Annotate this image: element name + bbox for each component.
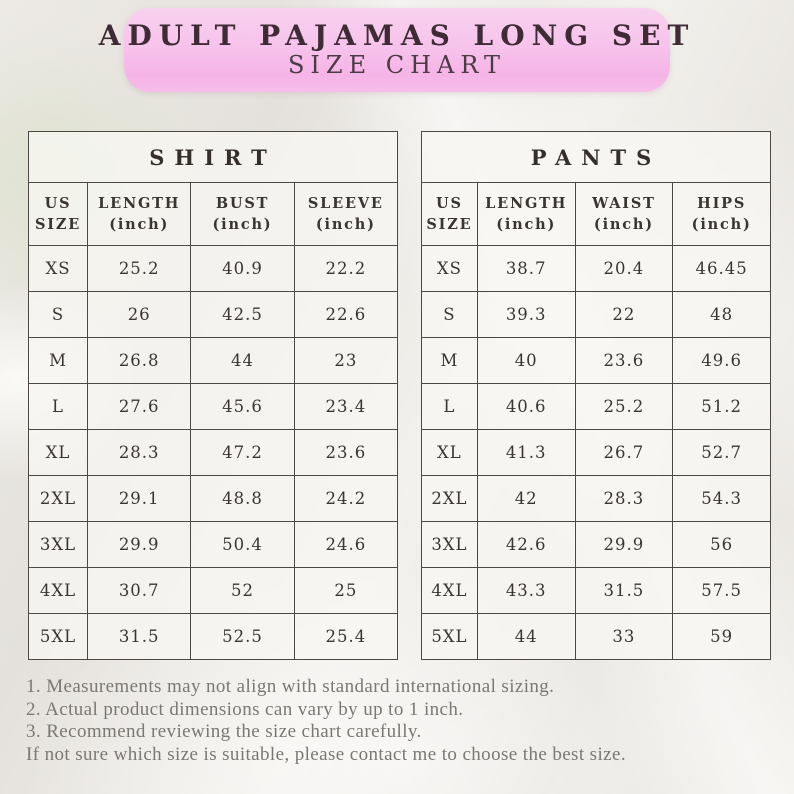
size-cell: 2XL <box>29 476 88 522</box>
value-cell: 40.6 <box>477 384 575 430</box>
value-cell: 59 <box>673 614 771 660</box>
pants-table <box>421 131 771 660</box>
value-cell: 29.1 <box>88 476 191 522</box>
size-cell: L <box>422 384 478 430</box>
value-cell: 33 <box>575 614 673 660</box>
table-row <box>422 246 771 292</box>
value-cell: 31.5 <box>88 614 191 660</box>
size-cell: 5XL <box>422 614 478 660</box>
table-row <box>422 292 771 338</box>
note-line: 3. Recommend reviewing the size chart carefully. <box>26 721 422 742</box>
value-cell: 43.3 <box>477 568 575 614</box>
value-cell: 26 <box>88 292 191 338</box>
size-cell: 4XL <box>422 568 478 614</box>
value-cell: 41.3 <box>477 430 575 476</box>
table-row <box>422 522 771 568</box>
value-cell: 47.2 <box>191 430 294 476</box>
column-header-hips: HIPS (inch) <box>673 183 771 246</box>
note-line: If not sure which size is suitable, please contact me to choose the best size. <box>26 743 626 765</box>
table-row <box>422 430 771 476</box>
size-cell: 4XL <box>29 568 88 614</box>
value-cell: 25 <box>294 568 397 614</box>
table-row <box>29 430 398 476</box>
table-row <box>29 476 398 522</box>
size-cell: XS <box>29 246 88 292</box>
value-cell: 25.2 <box>88 246 191 292</box>
column-header-us-size: US SIZE <box>422 183 478 246</box>
value-cell: 30.7 <box>88 568 191 614</box>
table-row <box>29 292 398 338</box>
value-cell: 31.5 <box>575 568 673 614</box>
column-header-waist: WAIST (inch) <box>575 183 673 246</box>
table-row <box>29 614 398 660</box>
value-cell: 23.6 <box>575 338 673 384</box>
table-row <box>422 338 771 384</box>
value-cell: 42 <box>477 476 575 522</box>
value-cell: 26.8 <box>88 338 191 384</box>
value-cell: 44 <box>477 614 575 660</box>
value-cell: 26.7 <box>575 430 673 476</box>
value-cell: 23 <box>294 338 397 384</box>
value-cell: 25.2 <box>575 384 673 430</box>
value-cell: 45.6 <box>191 384 294 430</box>
value-cell: 39.3 <box>477 292 575 338</box>
value-cell: 52 <box>191 568 294 614</box>
value-cell: 49.6 <box>673 338 771 384</box>
table-row <box>29 246 398 292</box>
column-header-us-size: US SIZE <box>29 183 88 246</box>
pants-header-row <box>422 183 771 246</box>
size-cell: S <box>29 292 88 338</box>
size-tables <box>28 131 771 660</box>
table-row <box>422 476 771 522</box>
value-cell: 42.6 <box>477 522 575 568</box>
value-cell: 20.4 <box>575 246 673 292</box>
value-cell: 52.5 <box>191 614 294 660</box>
value-cell: 29.9 <box>575 522 673 568</box>
table-row <box>422 614 771 660</box>
value-cell: 40.9 <box>191 246 294 292</box>
value-cell: 23.6 <box>294 430 397 476</box>
column-header-length: LENGTH (inch) <box>477 183 575 246</box>
size-cell: 3XL <box>422 522 478 568</box>
size-cell: XL <box>422 430 478 476</box>
value-cell: 24.2 <box>294 476 397 522</box>
value-cell: 28.3 <box>575 476 673 522</box>
column-header-sleeve: SLEEVE (inch) <box>294 183 397 246</box>
title-banner <box>98 8 696 92</box>
value-cell: 38.7 <box>477 246 575 292</box>
page-title: ADULT PAJAMAS LONG SET <box>98 19 696 53</box>
shirt-table-title-cell <box>29 132 398 183</box>
value-cell: 52.7 <box>673 430 771 476</box>
notes <box>26 676 774 766</box>
size-cell: L <box>29 384 88 430</box>
column-header-length: LENGTH (inch) <box>88 183 191 246</box>
value-cell: 44 <box>191 338 294 384</box>
size-cell: M <box>422 338 478 384</box>
value-cell: 23.4 <box>294 384 397 430</box>
shirt-table-title: SHIRT <box>149 144 277 170</box>
note-line: 2. Actual product dimensions can vary by up to 1 inch. <box>26 698 464 720</box>
value-cell: 42.5 <box>191 292 294 338</box>
pants-table-title-cell <box>422 132 771 183</box>
value-cell: 48.8 <box>191 476 294 522</box>
table-row <box>422 384 771 430</box>
value-cell: 22 <box>575 292 673 338</box>
column-header-bust: BUST (inch) <box>191 183 294 246</box>
value-cell: 57.5 <box>673 568 771 614</box>
table-row <box>29 338 398 384</box>
shirt-header-row <box>29 183 398 246</box>
size-cell: 2XL <box>422 476 478 522</box>
value-cell: 54.3 <box>673 476 771 522</box>
value-cell: 24.6 <box>294 522 397 568</box>
size-cell: XL <box>29 430 88 476</box>
table-row <box>422 568 771 614</box>
value-cell: 22.6 <box>294 292 397 338</box>
value-cell: 22.2 <box>294 246 397 292</box>
table-row <box>29 568 398 614</box>
size-cell: S <box>422 292 478 338</box>
table-row <box>29 384 398 430</box>
table-row <box>29 522 398 568</box>
size-cell: M <box>29 338 88 384</box>
value-cell: 51.2 <box>673 384 771 430</box>
pants-table-title: PANTS <box>530 144 662 170</box>
size-cell: 3XL <box>29 522 88 568</box>
value-cell: 48 <box>673 292 771 338</box>
value-cell: 27.6 <box>88 384 191 430</box>
value-cell: 40 <box>477 338 575 384</box>
shirt-table <box>28 131 398 660</box>
value-cell: 56 <box>673 522 771 568</box>
value-cell: 50.4 <box>191 522 294 568</box>
size-cell: XS <box>422 246 478 292</box>
note-line: 1. Measurements may not align with standard international sizing. <box>26 676 555 697</box>
size-cell: 5XL <box>29 614 88 660</box>
value-cell: 25.4 <box>294 614 397 660</box>
value-cell: 46.45 <box>673 246 771 292</box>
page-subtitle: SIZE CHART <box>287 51 507 80</box>
value-cell: 28.3 <box>88 430 191 476</box>
value-cell: 29.9 <box>88 522 191 568</box>
